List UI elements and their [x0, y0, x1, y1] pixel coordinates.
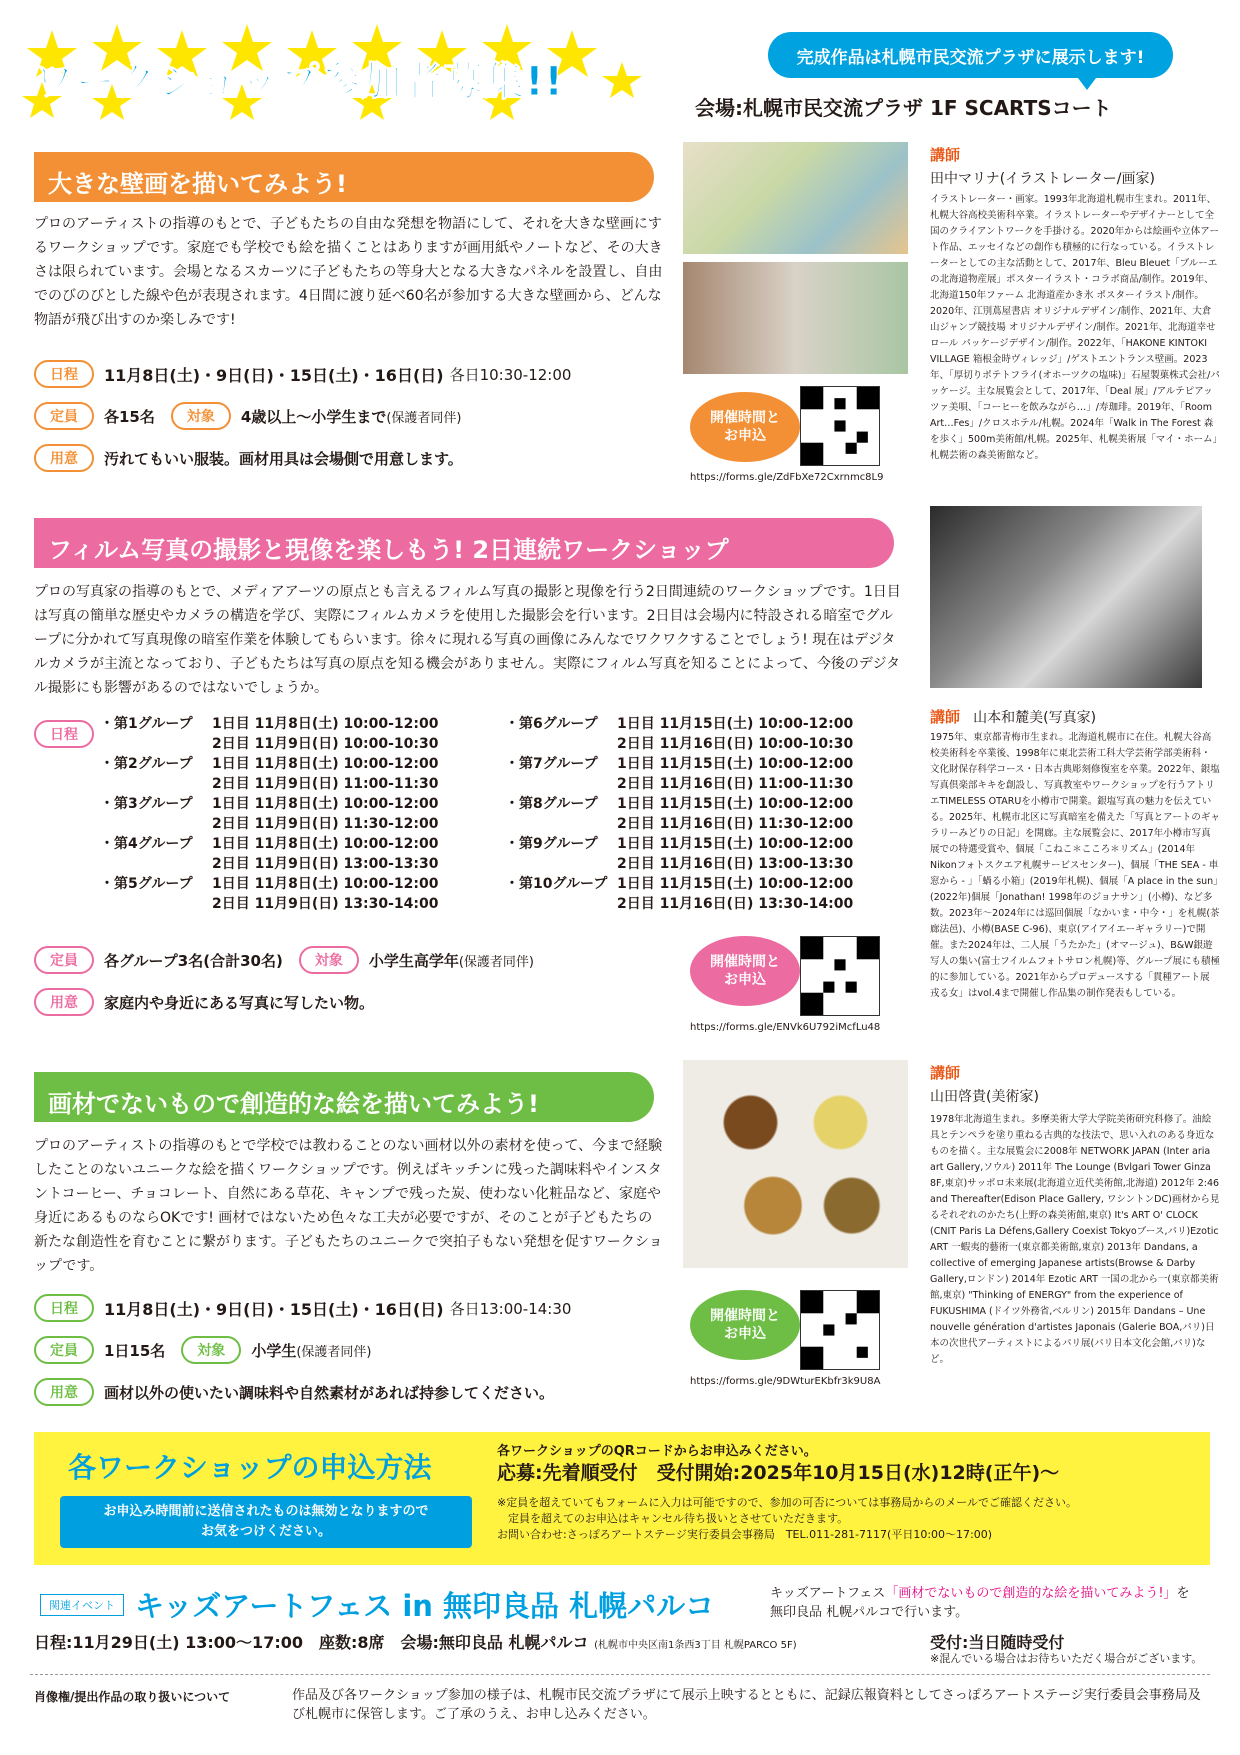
- workshop2-target: 小学生高学年: [368, 951, 459, 970]
- workshop3-header: [34, 1072, 654, 1122]
- workshop1-header: [34, 152, 654, 202]
- workshop2-prep: 家庭内や身近にある写真に写したい物。: [104, 993, 375, 1012]
- group-row: [505, 874, 853, 914]
- lecturer3-bio: 1978年北海道生まれ。多摩美術大学大学院美術研究科修了。油絵具とテンペラを塗り重ねる古典的な技法で、思い入れのある身近なものを描く。主な展覧会に2008年 NETWORK JAPAN (Inter aria art Gallery,ソウル) 2011年 The Lounge (Bvlgari Tower Ginza 8F,東京)サッポロ未来展(北海道立近代美術館,北海道) 2012年 2:46 and Thereafter(Edison Place Gallery, ワシントンDC)画材から見るそれぞれのかたち(上野の森美術館,東京) It's ART O' CLOCK (CNIT Paris La Défens,Gallery Coexist Tokyoブース,パリ)Ezotic ART 一蝦夷的藝術一(東京都美術館,東京) 2013年 Dandans, a collective of emerging Japanese artists(Browse & Darby Gallery,ロンドン) 2014年 Ezotic ART 一国の北から一(東京都美術館,東京) "Thinking of ENERGY" from the experience of FUKUSHIMA (ドイツ外務省,ベルリン) 2015年 Dandans – Une nouvelle génération d'artistes Japonais (Galerie BOA,パリ)日本の次世代アーティストによるパリ展(パリ日本文化会館,パリ)など。: [930, 1114, 1220, 1365]
- group-name: ・第5グループ: [100, 876, 193, 892]
- application-intro: 各ワークショップのQRコードからお申込みください。: [497, 1444, 817, 1459]
- event-reception-note: ※混んでいる場合はお待ちいただく場合がございます。: [930, 1652, 1203, 1665]
- event-desc-highlight: 「画材でないもので創造的な絵を描いてみよう!」: [885, 1586, 1177, 1601]
- workshop3-capacity: 1日15名: [104, 1341, 166, 1360]
- application-warning: お申込み時間前に送信されたものは無効となりますので お気をつけください。: [60, 1496, 472, 1548]
- group-row: [100, 834, 438, 874]
- workshop3-target-note: (保護者同伴): [296, 1344, 372, 1360]
- group-row: [100, 874, 438, 914]
- prep-pill: 用意: [34, 1378, 94, 1406]
- workshop1-title: 大きな壁画を描いてみよう!: [48, 170, 347, 198]
- workshop2-capacity: 各グループ3名(合計30名): [104, 951, 283, 970]
- group-dates: 1日目 11月15日(土) 10:00-12:00 2日目 11月16日(日) 13:00-13:30: [617, 836, 854, 872]
- group-dates: 1日目 11月8日(土) 10:00-12:00 2日目 11月9日(日) 13:30-14:00: [212, 876, 439, 912]
- workshop1-target-note: (保護者同伴): [386, 410, 462, 426]
- apply-button-ws2[interactable]: 開催時間と お申込: [690, 936, 800, 1006]
- group-dates: 1日目 11月8日(土) 10:00-12:00 2日目 11月9日(日) 11:30-12:00: [212, 796, 439, 832]
- capacity-pill: 定員: [34, 946, 94, 974]
- group-dates: 1日目 11月8日(土) 10:00-12:00 2日目 11月9日(日) 13:00-13:30: [212, 836, 439, 872]
- workshop1-description: プロのアーティストの指導のもとで、子どもたちの自由な発想を物語にして、それを大きな壁画にするワークショップです。家庭でも学校でも絵を描くことはありますが画用紙やノートなど、その大きさは限られています。会場となるスカーツに子どもたちの等身大となる大きなパネルを設置し、自由でのびのびとした線や色が表現されます。4日間に渡り延べ60名が参加する大きな壁画から、どんな物語が飛び出すのか楽しみです!: [34, 216, 663, 328]
- lecturer1-name: 田中マリナ(イラストレーター/画家): [930, 171, 1155, 187]
- group-row: [505, 834, 853, 874]
- lecturer2-header-row: [930, 706, 1096, 727]
- prep-pill: 用意: [34, 988, 94, 1016]
- related-event-desc: [770, 1582, 1190, 1601]
- group-name: ・第9グループ: [505, 836, 598, 852]
- mural-photo: [683, 142, 908, 254]
- group-schedule-right: [505, 714, 853, 914]
- schedule-pill: 日程: [34, 360, 94, 388]
- venue-label: 会場:札幌市民交流プラザ 1F SCARTSコート: [695, 96, 1112, 120]
- workshop1-prep: 汚れてもいい服装。画材用具は会場側で用意します。: [104, 449, 463, 468]
- group-name: ・第6グループ: [505, 716, 598, 732]
- event-details: [34, 1630, 797, 1653]
- workshop3-target: 小学生: [251, 1341, 297, 1360]
- qr-code-ws2[interactable]: [800, 936, 880, 1016]
- group-dates: 1日目 11月8日(土) 10:00-12:00 2日目 11月9日(日) 10:00-10:30: [212, 716, 439, 752]
- qr-code-ws1[interactable]: [800, 386, 880, 466]
- event-details-main: 日程:11月29日(土) 13:00〜17:00 座数:8席 会場:無印良品 札幌パルコ: [34, 1633, 589, 1652]
- workshop2-target-note: (保護者同伴): [458, 954, 534, 970]
- target-pill: 対象: [171, 402, 231, 430]
- workshop2-header: [34, 518, 894, 568]
- footer-text: 作品及び各ワークショップ参加の様子は、札幌市民交流プラザにて展示上映するとともに、記録広報資料としてさっぽろアートステージ実行委員会事務局及び札幌市に保管します。ご了承のうえ、お申し込みください。: [292, 1688, 1201, 1722]
- event-desc-post: を: [1176, 1586, 1190, 1601]
- workshop1-capacity: 各15名: [104, 407, 155, 426]
- application-contact: お問い合わせ:さっぽろアートステージ実行委員会事務局 TEL.011-281-7117(平日10:00〜17:00): [497, 1528, 993, 1541]
- application-main: 応募:先着順受付 受付開始:2025年10月15日(水)12時(正午)〜: [497, 1462, 1060, 1484]
- footer-divider: [30, 1674, 1210, 1675]
- event-desc-pre: キッズアートフェス: [770, 1586, 886, 1601]
- lecturer3-name: 山田啓貴(美術家): [930, 1089, 1039, 1105]
- group-dates: 1日目 11月8日(土) 10:00-12:00 2日目 11月9日(日) 11:00-11:30: [212, 756, 439, 792]
- group-row: [505, 754, 853, 794]
- workshop1-target: 4歳以上〜小学生まで: [240, 407, 387, 426]
- lecturer2-heading: 講師: [930, 708, 961, 726]
- event-reception: 受付:当日随時受付: [930, 1633, 1065, 1652]
- lecturer1-heading: 講師: [930, 146, 961, 164]
- lecturer2-bio: 1975年、東京都青梅市生まれ。北海道札幌市に在住。札幌大谷高校美術科を卒業後、1998年に東北芸術工科大学芸術学部美術科・文化財保存科学コース・日本古典彫刻修復室を卒業。2022年、銀塩写真倶楽部キキを創設し、写真教室やワークショップを行うアトリエTIMELESS OTARUを小樽市で開業。銀塩写真の魅力を伝えている。2025年、札幌市北区に写真暗室を備えた「写真とアートのギャラリーみどりの日記」を開廊。主な展覧会に、2017年小樽市写真展での特選受賞や、個展「こねこ＊こころ＊リズム」(2014年Nikonフォトスクエア札幌サービスセンター)、個展「THE SEA - 車窓から - 」「蝸る小箱」(2019年札幌)、個展「A place in the sun」(2022年)個展「Jonathan! 1998年のジョナサン」(小樽)、など多数。2023年〜2024年には巡回個展「なかいま・中今・」を札幌(茶廊法邑)、小樽(BASE C-96)、東京(アイアイエーギャラリー)で開催。また2024年は、二人展「うたかた」(オマージュ)、B&W銀遊写人の集い(富士フイルムフォトサロン札幌)等、グループ展にも積極的に参加している。2021年からプロデュースする「貫種アート展 戎る女」はvol.4まで開催し作品集の制作発表もしている。: [930, 732, 1220, 999]
- bubble-tail: [1075, 74, 1099, 90]
- group-dates: 1日目 11月15日(土) 10:00-12:00 2日目 11月16日(日) 11:00-11:30: [617, 756, 854, 792]
- target-pill: 対象: [299, 946, 359, 974]
- food-paint-photo: [683, 1060, 908, 1268]
- exhibit-notice-bubble: 完成作品は札幌市民交流プラザに展示します!: [768, 32, 1173, 78]
- group-dates: 1日目 11月15日(土) 10:00-12:00 2日目 11月16日(日) 11:30-12:00: [617, 796, 854, 832]
- footer-label: 肖像権/提出作品の取り扱いについて: [34, 1690, 231, 1704]
- capacity-pill: 定員: [34, 1336, 94, 1364]
- workshop2-title: フィルム写真の撮影と現像を楽しもう! 2日連続ワークショップ: [48, 536, 729, 564]
- workshop3-time: 各日13:00-14:30: [449, 1299, 572, 1318]
- application-note2: 定員を超えてのお申込はキャンセル待ち扱いとさせていただきます。: [508, 1512, 849, 1525]
- url-ws2[interactable]: https://forms.gle/ENVk6U792iMcfLu48: [690, 1022, 881, 1033]
- group-name: ・第4グループ: [100, 836, 193, 852]
- painting-artist-photo: [683, 262, 908, 374]
- group-row: [505, 714, 853, 754]
- workshop3-title: 画材でないもので創造的な絵を描いてみよう!: [48, 1090, 539, 1118]
- workshop1-time: 各日10:30-12:00: [449, 365, 572, 384]
- related-event-desc-line2: 無印良品 札幌パルコで行います。: [770, 1605, 969, 1620]
- lecturer2-name: 山本和麓美(写真家): [973, 710, 1097, 726]
- url-ws3[interactable]: https://forms.gle/9DWturEKbfr3k9U8A: [690, 1376, 881, 1387]
- schedule-pill: 日程: [34, 1294, 94, 1322]
- application-title: 各ワークショップの申込方法: [68, 1451, 432, 1484]
- related-event-tag: 関連イベント: [40, 1594, 124, 1616]
- group-dates: 1日目 11月15日(土) 10:00-12:00 2日目 11月16日(日) 10:00-10:30: [617, 716, 854, 752]
- workshop2-description: プロの写真家の指導のもとで、メディアアーツの原点とも言えるフィルム写真の撮影と現像を行う2日間連続のワークショップです。1日目は写真の簡単な歴史やカメラの構造を学び、実際にフィルムカメラを使用した撮影会を行います。2日目は会場内に特設される暗室でグループに分かれて写真現像の暗室作業を体験してもらいます。徐々に現れる写真の画像にみんなでワクワクすることでしょう! 現在はデジタルカメラが主流となっており、子どもたちは写真の原点を知る機会がありません。実際にフィルム写真を知ることによって、今後のデジタル撮影にも影響があるのではないでしょうか。: [34, 584, 901, 696]
- group-row: [100, 754, 438, 794]
- group-name: ・第2グループ: [100, 756, 193, 772]
- lecturer1-bio: イラストレーター・画家。1993年北海道札幌市生まれ。2011年、札幌大谷高校美術科卒業。イラストレーターやデザイナーとして全国のクライアントワークを手掛ける。2020年からは絵画や立体アート作品、エッセイなどの創作も積極的に行なっている。イラストレーターとしての主な活動として、2017年、Bleu Bleuet「ブルーエの北海道物産展」ポスターイラスト・コラボ商品/制作。2019年、北海道150年ファーム 北海道産かき氷 ポスターイラスト/制作。2020年、江別蔦屋書店 オリジナルデザイン/制作、2021年、大倉山ジャンプ競技場 オリジナルデザイン/制作。2021年、北海道幸せロール パッケージデザイン/制作。2022年、「HAKONE KINTOKI VILLAGE 箱根金時ヴィレッジ」/ゲストエントランス壁画。2023年、「厚切りポテトフライ(オホーツクの塩味)」石屋製菓株式会社/パッケージ。主な展覧会として、2017年、「Deal 展」/アルテピアッツァ美唄、「コーヒーを飲みながら…」/寿珈琲。2019年、「Room Art…Fes」/クロスホテル/札幌。2024年「Walk in The Forest 森を歩く」500m美術館/札幌。2025年、札幌美術展「マイ・ホーム」札幌芸術の森美術館など。: [930, 194, 1220, 461]
- capacity-pill: 定員: [34, 402, 94, 430]
- workshop3-description: プロのアーティストの指導のもとで学校では教わることのない画材以外の素材を使って、今まで経験したことのないユニークな絵を描くワークショップです。例えばキッチンに残った調味料やインスタントコーヒー、チョコレート、自然にある草花、キャンプで残った炭、使わない化粧品など、家庭や身近にあるものならOKです! 画材ではないため色々な工夫が必要ですが、そのことが子どもたちの新たな創造性を育むことに繋がります。子どもたちのユニークで突拍子もない発想を促すワークショップです。: [34, 1138, 663, 1274]
- url-ws1[interactable]: https://forms.gle/ZdFbXe72Cxrnmc8L9: [690, 472, 884, 483]
- darkroom-photo: [930, 506, 1202, 688]
- group-name: ・第7グループ: [505, 756, 598, 772]
- qr-code-ws3[interactable]: [800, 1290, 880, 1370]
- workshop3-schedule: 11月8日(土)・9日(日)・15日(土)・16日(日): [104, 1299, 444, 1319]
- page-title: ワークショップ参加者募集!!: [34, 59, 564, 105]
- related-event-title: キッズアートフェス in 無印良品 札幌パルコ: [135, 1589, 715, 1623]
- target-pill: 対象: [181, 1336, 241, 1364]
- group-name: ・第8グループ: [505, 796, 598, 812]
- group-name: ・第10グループ: [505, 876, 608, 892]
- group-schedule-left: [100, 714, 438, 914]
- apply-button-ws1[interactable]: 開催時間と お申込: [690, 392, 800, 462]
- event-address: (札幌市中央区南1条西3丁目 札幌PARCO 5F): [594, 1640, 797, 1651]
- prep-pill: 用意: [34, 444, 94, 472]
- group-row: [505, 794, 853, 834]
- workshop1-schedule: 11月8日(土)・9日(日)・15日(土)・16日(日): [104, 365, 444, 385]
- group-name: ・第3グループ: [100, 796, 193, 812]
- group-dates: 1日目 11月15日(土) 10:00-12:00 2日目 11月16日(日) 13:30-14:00: [617, 876, 854, 912]
- group-name: ・第1グループ: [100, 716, 193, 732]
- group-row: [100, 714, 438, 754]
- schedule-pill: 日程: [34, 720, 94, 748]
- application-note1: ※定員を超えていてもフォームに入力は可能ですので、参加の可否については事務局からのメールでご確認ください。: [497, 1496, 1078, 1509]
- group-row: [100, 794, 438, 834]
- workshop3-prep: 画材以外の使いたい調味料や自然素材があれば持参してください。: [104, 1383, 555, 1402]
- apply-button-ws3[interactable]: 開催時間と お申込: [690, 1290, 800, 1360]
- lecturer3-heading: 講師: [930, 1064, 961, 1082]
